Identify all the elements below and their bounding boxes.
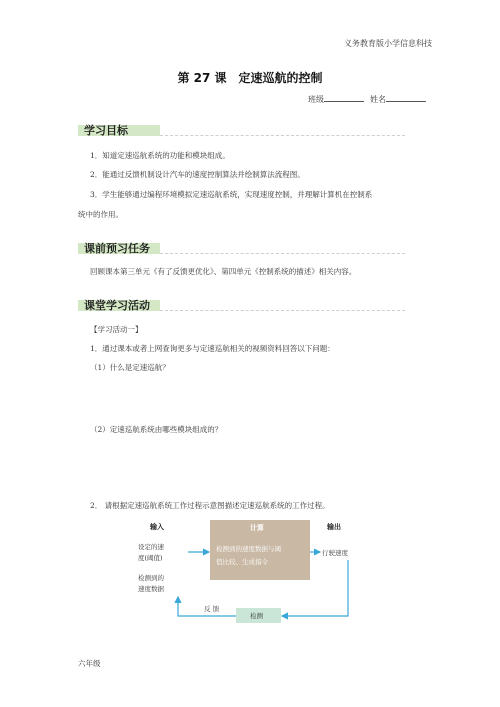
- class-name-line: [308, 93, 426, 105]
- goal-item-3-cont: 统中的作用。: [78, 210, 123, 219]
- input-header: 输入: [150, 522, 164, 531]
- goal-item-2: 2．能通过反馈机制设计汽车的速度控制算法并绘制算法流程图。: [90, 170, 305, 179]
- lesson-name: 定速巡航的控制: [238, 71, 323, 85]
- name-blank: [386, 93, 426, 102]
- heading-rule: [160, 135, 405, 136]
- output-header: 输出: [327, 522, 341, 531]
- activity-subtitle: 【学习活动一】: [90, 325, 143, 334]
- goal-item-3: 3．学生能够通过编程环境模拟定速巡航系统，实现速度控制，并理解计算机在控制系: [90, 190, 373, 199]
- section-preview-heading: [78, 240, 408, 258]
- cruise-control-diagram: [132, 518, 368, 626]
- question-1b: （2）定速巡航系统由哪些模块组成的？: [90, 425, 223, 434]
- class-label: 班级: [308, 95, 324, 104]
- feedback-label: 反 馈: [204, 605, 220, 613]
- section-preview-title: 课前预习任务: [84, 242, 150, 255]
- section-activity-title: 课堂学习活动: [84, 299, 150, 312]
- compute-line-1: 检测到的速度数据与阈: [216, 545, 281, 553]
- section-goals-heading: [78, 122, 408, 140]
- lesson-number: 第 27 课: [177, 71, 227, 85]
- preview-text: 回顾课本第三单元《有了反馈更优化》、第四单元《控制系统的描述》相关内容。: [90, 267, 357, 276]
- output-text: 行驶速度: [322, 549, 348, 557]
- input-line-1: 设定的速: [138, 543, 164, 551]
- section-goals-title: 学习目标: [84, 124, 128, 137]
- grade-footer: 六年级: [78, 659, 101, 668]
- input-line-2: 度(阈值): [138, 554, 163, 562]
- compute-line-2: 值比较、生成指令: [216, 558, 268, 566]
- question-1: 1．通过课本或者上网查询更多与定速巡航相关的视频资料回答以下问题：: [90, 344, 335, 353]
- detected-line-1: 检测到的: [138, 574, 164, 582]
- page-title: [0, 69, 500, 86]
- question-2: 2． 请根据定速巡航系统工作过程示意图描述定速巡航系统的工作过程。: [90, 501, 330, 510]
- section-activity-heading: [78, 297, 408, 315]
- heading-rule: [160, 253, 405, 254]
- compute-header: 计算: [250, 523, 264, 532]
- heading-rule: [160, 310, 405, 311]
- question-1a: （1）什么是定速巡航？: [90, 363, 170, 372]
- goal-item-1: 1．知道定速巡航系统的功能和模块组成。: [90, 151, 230, 160]
- name-label: 姓名: [370, 95, 386, 104]
- class-blank: [324, 93, 364, 102]
- detect-label: 检测: [250, 612, 263, 620]
- detected-line-2: 速度数据: [138, 585, 164, 593]
- publisher-header: 义务教育版小学信息科技: [344, 39, 432, 48]
